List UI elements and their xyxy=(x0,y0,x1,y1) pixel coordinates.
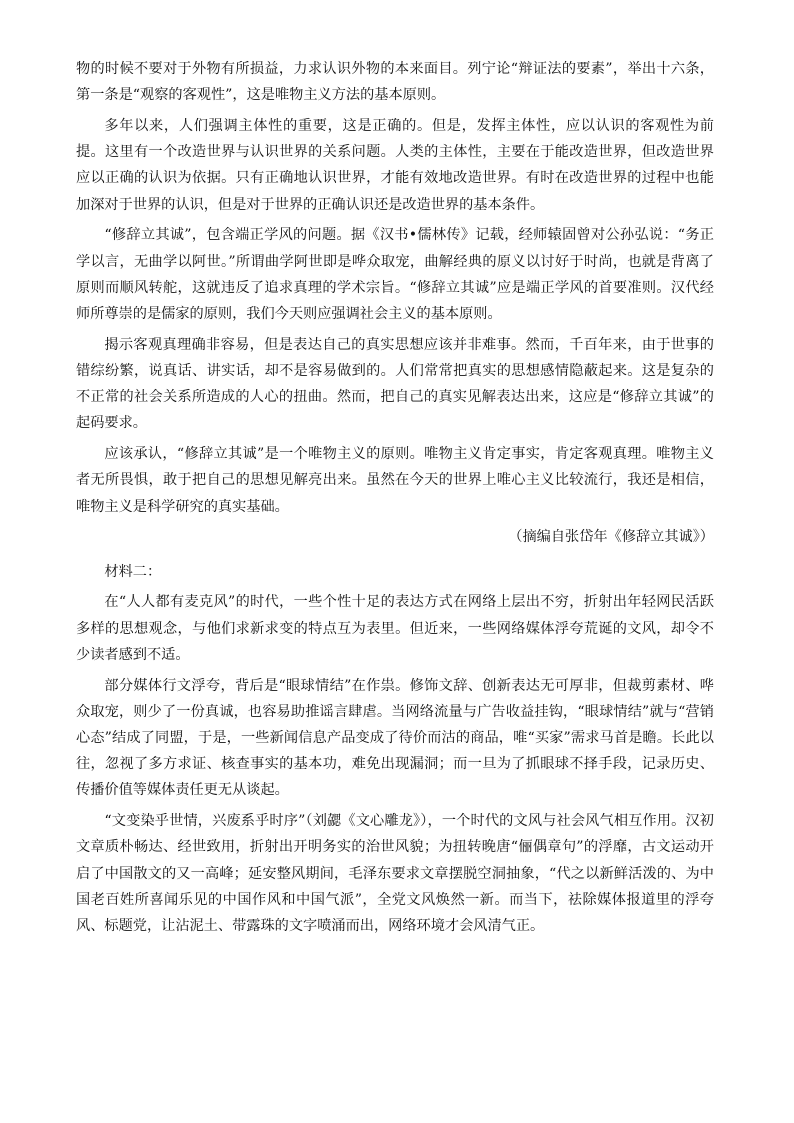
source-citation: （摘编自张岱年《修辞立其诚》） xyxy=(508,529,714,546)
paragraph: “文变染乎世情，兴废系乎时序”（刘勰《文心雕龙》），一个时代的文风与社会风气相互作用。汉初文章质朴畅达、经世致用，折射出开明务实的治世风貌；为扭转晚唐“俪偶章句”的浮靡，古文运动开启了中国散文的又一高峰；延安整风期间，毛泽东要求文章摆脱空洞抽象，“代之以新鲜活泼的、为中国老百姓所喜闻乐见的中国作风和中国气派”，全党文风焕然一新。而当下，祛除媒体报道里的浮夸风、标题党，让沾泥土、带露珠的文字喷涌而出，网络环境才会风清气正。 xyxy=(76,813,714,935)
paragraph: 应该承认，“修辞立其诚”是一个唯物主义的原则。唯物主义肯定事实，肯定客观真理。唯物主义者无所畏惧，敢于把自己的思想见解亮出来。虽然在今天的世界上唯心主义比较流行，我还是相信，唯物主义是科学研究的真实基础。 xyxy=(76,446,714,515)
material-heading: 材料二： xyxy=(104,563,162,580)
paragraph: “修辞立其诚”，包含端正学风的问题。据《汉书•儒林传》记载，经师辕固曾对公孙弘说：“务正学以言，无曲学以阿世。”所谓曲学阿世即是哗众取宠，曲解经典的原义以讨好于时尚，也就是背离了原则而顺风转舵，这就违反了追求真理的学术宗旨。“修辞立其诚”应是端正学风的首要准则。汉代经师所尊崇的是儒家的原则，我们今天则应强调社会主义的基本原则。 xyxy=(76,227,714,323)
paragraph: 部分媒体行文浮夸，背后是“眼球情结”在作祟。修饰文辞、创新表达无可厚非，但裁剪素材、哗众取宠，则少了一份真诚，也容易助推谣言肆虐。当网络流量与广告收益挂钩，“眼球情结”就与“营销心态”结成了同盟，于是，一些新闻信息产品变成了待价而沽的商品，唯“买家”需求马首是瞻。长此以往，忽视了多方求证、核查事实的基本功，难免出现漏洞；而一旦为了抓眼球不择手段，记录历史、传播价值等媒体责任更无从谈起。 xyxy=(76,677,714,799)
paragraph: 在“人人都有麦克风”的时代，一些个性十足的表达方式在网络上层出不穷，折射出年轻网民活跃多样的思想观念，与他们求新求变的特点互为表里。但近来，一些网络媒体浮夸荒诞的文风，却令不少读者感到不适。 xyxy=(76,594,714,663)
document-page xyxy=(76,56,714,944)
paragraph: 揭示客观真理确非容易，但是表达自己的真实思想应该并非难事。然而，千百年来，由于世事的错综纷繁，说真话、讲实话，却不是容易做到的。人们常常把真实的思想感情隐蔽起来。这是复杂的不正常的社会关系所造成的人心的扭曲。然而，把自己的真实见解表达出来，这应是“修辞立其诚”的起码要求。 xyxy=(76,336,714,432)
paragraph-continued: 物的时候不要对于外物有所损益，力求认识外物的本来面目。列宁论“辩证法的要素”，举出十六条，第一条是“观察的客观性”，这是唯物主义方法的基本原则。 xyxy=(76,61,714,104)
paragraph: 多年以来，人们强调主体性的重要，这是正确的。但是，发挥主体性，应以认识的客观性为前提。这里有一个改造世界与认识世界的关系问题。人类的主体性，主要在于能改造世界，但改造世界应以正确的认识为依据。只有正确地认识世界，才能有效地改造世界。有时在改造世界的过程中也能加深对于世界的认识，但是对于世界的正确认识还是改造世界的基本条件。 xyxy=(76,118,714,213)
